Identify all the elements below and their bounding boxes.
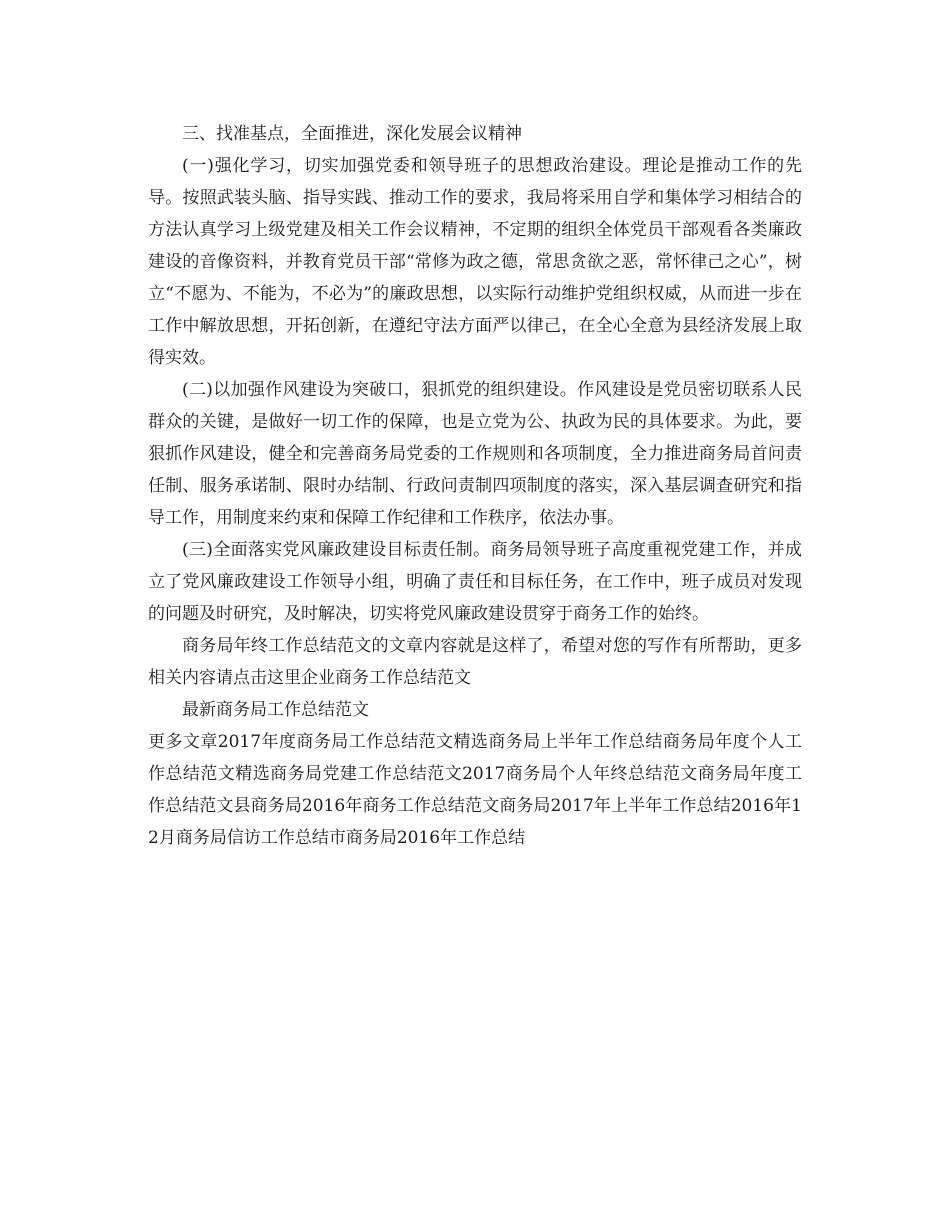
more-articles: 更多文章2017年度商务局工作总结范文精选商务局上半年工作总结商务局年度个人工作总结范文精选商务局党建工作总结范文2017商务局个人年终总结范文商务局年度工作总结范文县商务局2016年商务工作总结范文商务局2017年上半年工作总结2016年12月商务局信访工作总结市商务局2016年工作总结	[148, 732, 802, 848]
paragraph-responsibility: (三)全面落实党风廉政建设目标责任制。商务局领导班子高度重视党建工作，并成立了党风廉政建设工作领导小组，明确了责任和目标任务，在工作中，班子成员对发现的问题及时研究，及时解决，切实将党风廉政建设贯穿于商务工作的始终。	[148, 540, 802, 624]
paragraph-latest: 最新商务局工作总结范文	[182, 700, 369, 720]
section-title: 三、找准基点，全面推进，深化发展会议精神	[182, 124, 522, 144]
paragraph-closing: 商务局年终工作总结范文的文章内容就是这样了，希望对您的写作有所帮助，更多相关内容请点击这里企业商务工作总结范文	[148, 636, 802, 688]
paragraph-study: (一)强化学习，切实加强党委和领导班子的思想政治建设。理论是推动工作的先导。按照武装头脑、指导实践、推动工作的要求，我局将采用自学和集体学习相结合的方法认真学习上级党建及相关工作会议精神，不定期的组织全体党员干部观看各类廉政建设的音像资料，并教育党员干部“常修为政之德，常思贪欲之恶，常怀律己之心”，树立“不愿为、不能为，不必为”的廉政思想，以实际行动维护党组织权威，从而进一步在工作中解放思想，开拓创新，在遵纪守法方面严以律己，在全心全意为县经济发展上取得实效。	[148, 156, 802, 368]
paragraph-style: (二)以加强作风建设为突破口，狠抓党的组织建设。作风建设是党员密切联系人民群众的关键，是做好一切工作的保障，也是立党为公、执政为民的具体要求。为此，要狠抓作风建设，健全和完善商务局党委的工作规则和各项制度，全力推进商务局首问责任制、服务承诺制、限时办结制、行政问责制四项制度的落实，深入基层调查研究和指导工作，用制度来约束和保障工作纪律和工作秩序，依法办事。	[148, 380, 802, 528]
